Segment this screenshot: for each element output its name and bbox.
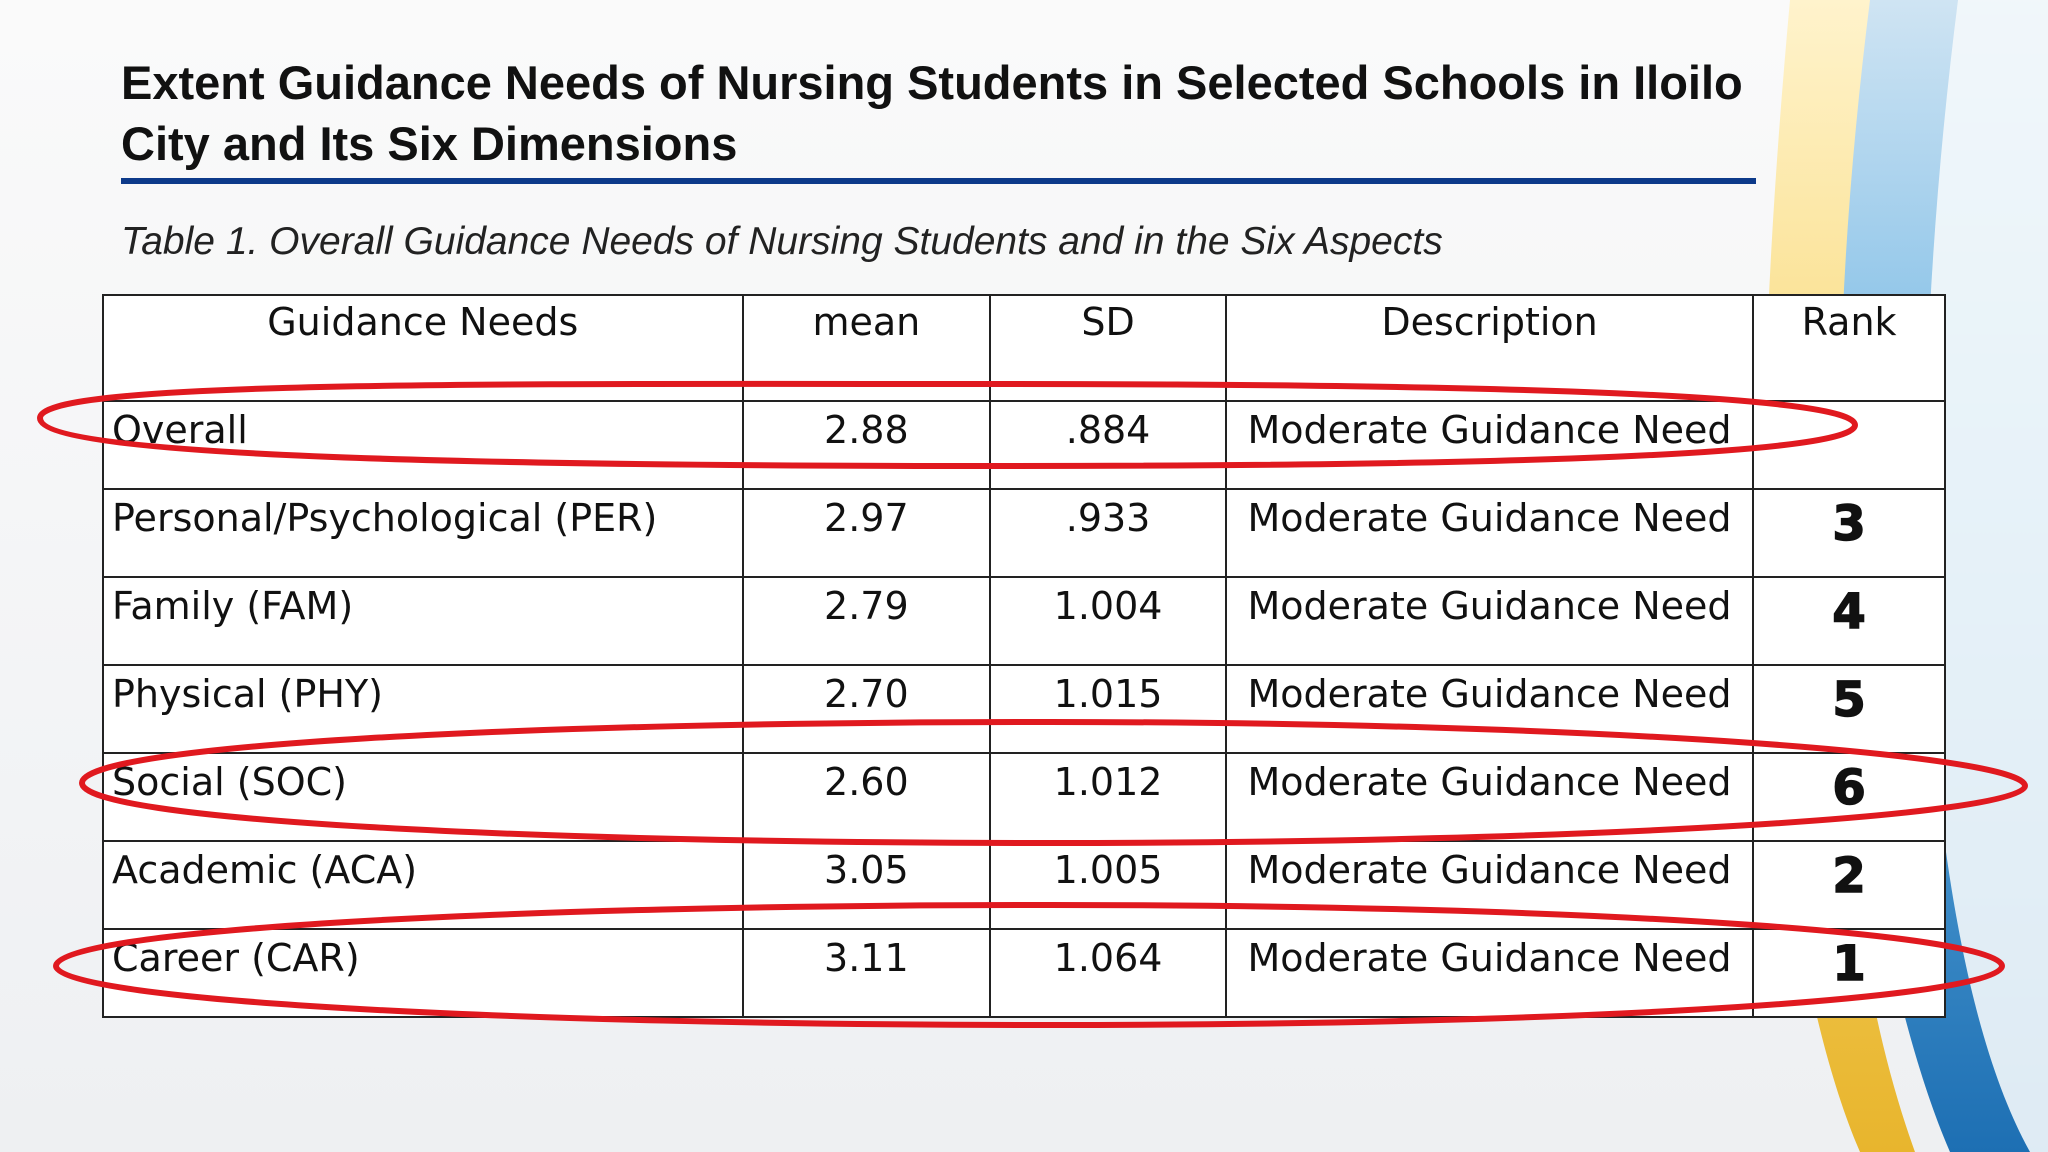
header-guidance-needs: Guidance Needs xyxy=(103,295,743,401)
cell-guidance-need: Family (FAM) xyxy=(103,577,743,665)
cell-mean: 2.70 xyxy=(743,665,991,753)
cell-mean: 2.97 xyxy=(743,489,991,577)
cell-rank: 3 xyxy=(1753,489,1945,577)
table-caption: Table 1. Overall Guidance Needs of Nursing Students and in the Six Aspects xyxy=(121,220,1443,263)
cell-rank: 6 xyxy=(1753,753,1945,841)
cell-description: Moderate Guidance Need xyxy=(1226,841,1753,929)
cell-guidance-need: Physical (PHY) xyxy=(103,665,743,753)
title-underline xyxy=(121,178,1756,184)
table-row xyxy=(103,401,1945,489)
header-mean: mean xyxy=(743,295,991,401)
cell-sd: 1.004 xyxy=(990,577,1226,665)
cell-mean: 3.05 xyxy=(743,841,991,929)
cell-sd: 1.012 xyxy=(990,753,1226,841)
table-row xyxy=(103,577,1945,665)
cell-rank: 1 xyxy=(1753,929,1945,1017)
cell-description: Moderate Guidance Need xyxy=(1226,401,1753,489)
cell-rank: 4 xyxy=(1753,577,1945,665)
table-row xyxy=(103,665,1945,753)
cell-guidance-need: Career (CAR) xyxy=(103,929,743,1017)
header-rank: Rank xyxy=(1753,295,1945,401)
cell-description: Moderate Guidance Need xyxy=(1226,665,1753,753)
cell-guidance-need: Overall xyxy=(103,401,743,489)
cell-guidance-need: Personal/Psychological (PER) xyxy=(103,489,743,577)
cell-guidance-need: Academic (ACA) xyxy=(103,841,743,929)
cell-sd: 1.064 xyxy=(990,929,1226,1017)
cell-mean: 3.11 xyxy=(743,929,991,1017)
header-sd: SD xyxy=(990,295,1226,401)
cell-mean: 2.88 xyxy=(743,401,991,489)
cell-rank xyxy=(1753,401,1945,489)
cell-sd: .933 xyxy=(990,489,1226,577)
table-header-row xyxy=(103,295,1945,401)
table-row xyxy=(103,929,1945,1017)
table-row xyxy=(103,841,1945,929)
table-row xyxy=(103,753,1945,841)
cell-description: Moderate Guidance Need xyxy=(1226,489,1753,577)
table-row xyxy=(103,489,1945,577)
cell-description: Moderate Guidance Need xyxy=(1226,577,1753,665)
cell-description: Moderate Guidance Need xyxy=(1226,753,1753,841)
guidance-needs-table xyxy=(102,294,1946,1018)
cell-description: Moderate Guidance Need xyxy=(1226,929,1753,1017)
cell-mean: 2.79 xyxy=(743,577,991,665)
cell-sd: 1.015 xyxy=(990,665,1226,753)
cell-sd: .884 xyxy=(990,401,1226,489)
cell-guidance-need: Social (SOC) xyxy=(103,753,743,841)
slide-title: Extent Guidance Needs of Nursing Students in Selected Schools in Iloilo City and Its Six Dimensions xyxy=(121,56,1743,170)
header-description: Description xyxy=(1226,295,1753,401)
cell-mean: 2.60 xyxy=(743,753,991,841)
cell-rank: 2 xyxy=(1753,841,1945,929)
cell-rank: 5 xyxy=(1753,665,1945,753)
cell-sd: 1.005 xyxy=(990,841,1226,929)
